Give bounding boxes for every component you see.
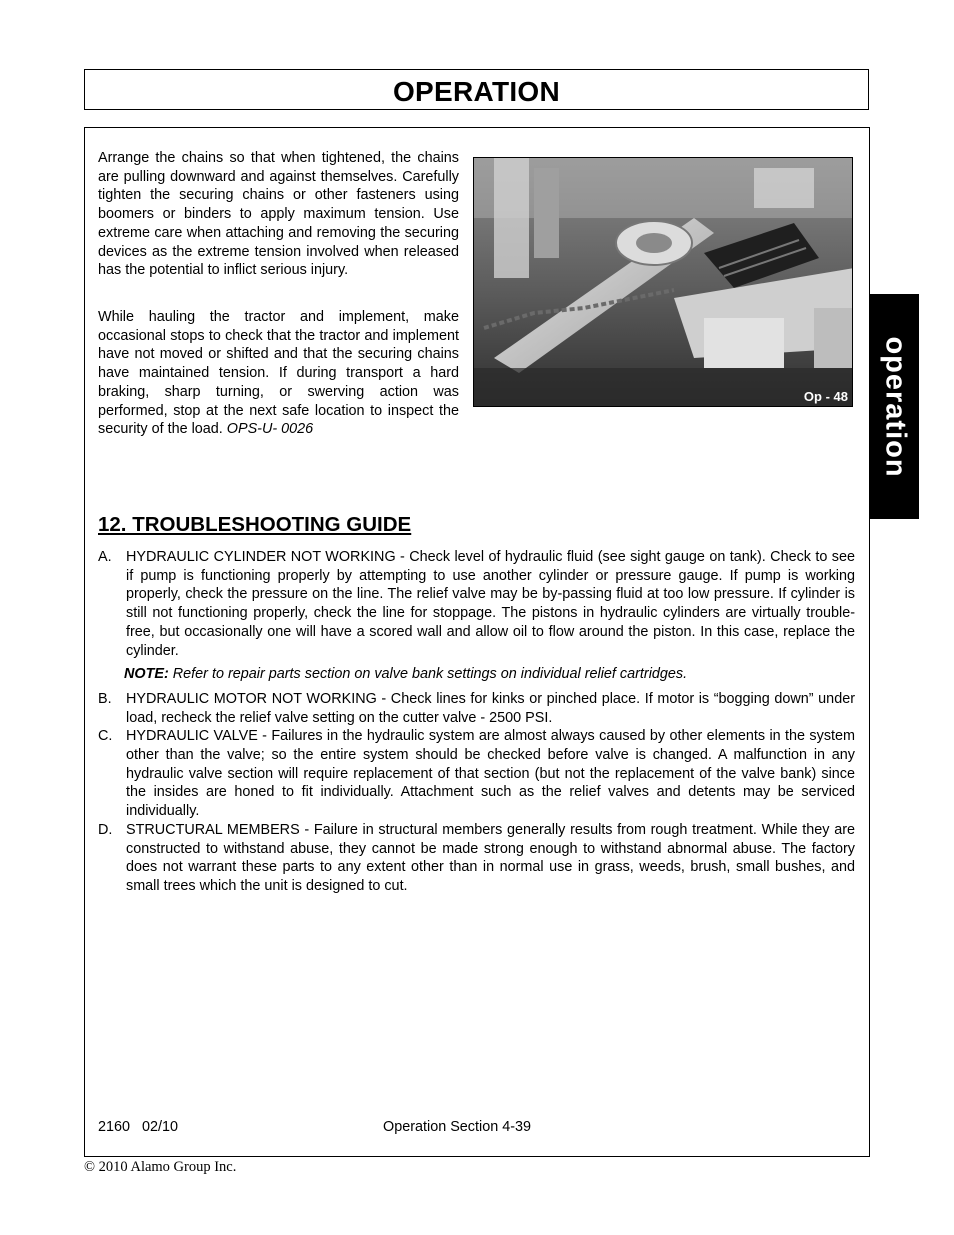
page-title: OPERATION — [392, 76, 561, 107]
note — [98, 665, 855, 684]
footer-section: Operation Section 4-39 — [383, 1119, 531, 1135]
list-item — [98, 548, 855, 660]
item-letter: D. — [98, 821, 113, 838]
chain-tractor-photo — [473, 157, 853, 407]
side-tab — [870, 294, 919, 519]
header-box — [84, 69, 869, 110]
photo-image — [474, 158, 853, 407]
copyright: © 2010 Alamo Group Inc. — [84, 1159, 237, 1175]
list-item — [98, 727, 855, 821]
list-item — [98, 690, 855, 727]
item-text: HYDRAULIC VALVE - Failures in the hydraulic system are almost always caused by other elements in the system other than the valve; so the entire system should be checked before valve is changed. A malfunction in any hydraulic valve section will require replacement of that section (but not the replacement of the valve bank) since the insides are honed to fit individually. Attachment such as the relief valves and detents may be serviced individually. — [126, 728, 855, 820]
item-letter: C. — [98, 728, 113, 745]
ops-code: OPS-U- 0026 — [226, 421, 314, 438]
intro-paragraph-1: Arrange the chains so that when tightened, the chains are pulling downward and against themselves. Carefully tighten the securing chains or other fasteners using boomers or binders to apply maximum tension. Use extreme care when attaching and removing the securing devices as the extreme tension involved when released has the potential to inflict serious injury. — [98, 150, 459, 279]
item-text: STRUCTURAL MEMBERS - Failure in structural members generally results from rough treatment. While they are constructed to withstand abuse, they cannot be made strong enough to withstand abnormal abuse. The factory does not warrant these parts to any extent other than in normal use in grass, weeds, brush, small bushes, and small trees which the unit is designed to cut. — [126, 821, 855, 894]
item-letter: A. — [98, 549, 112, 565]
item-text: HYDRAULIC MOTOR NOT WORKING - Check lines for kinks or pinched place. If motor is “bogging down” under load, recheck the relief valve setting on the cutter valve - 2500 PSI. — [126, 690, 855, 726]
item-letter: B. — [98, 690, 112, 707]
footer-model-date: 2160 02/10 — [98, 1119, 179, 1135]
item-text: HYDRAULIC CYLINDER NOT WORKING - Check level of hydraulic fluid (see sight gauge on tank). Check to see if pump is functioning properly by attempting to use another cylinder or pressure gauge. If pump is working properly, check the pressure on the line. The relief valve may be by-passing fluid at too low pressure. If cylinder is still not functioning properly, check the line for stoppage. The pistons in hydraulic cylinders are virtually trouble-free, but occasionally one will have a scored wall and allow oil to flow around the piston. In this case, replace the cylinder. — [126, 549, 855, 659]
note-text: Refer to repair parts section on valve bank settings on individual relief cartridges. — [168, 666, 688, 683]
side-tab-label: operation — [879, 335, 911, 478]
section-title: 12. TROUBLESHOOTING GUIDE — [98, 513, 412, 536]
note-label: NOTE: — [124, 666, 169, 683]
intro-paragraph-2-text: While hauling the tractor and implement, make occasional stops to check that the tractor and implement have not moved or shifted and that the securing chains have maintained tension. If during transport a hard braking, sharp turning, or swerving action was performed, stop at the next safe location to inspect the security of the load. — [98, 309, 459, 438]
photo-label: Op - 48 — [803, 389, 848, 404]
troubleshooting-list — [98, 548, 855, 896]
list-item — [98, 821, 855, 896]
intro-paragraph-2 — [98, 308, 459, 439]
